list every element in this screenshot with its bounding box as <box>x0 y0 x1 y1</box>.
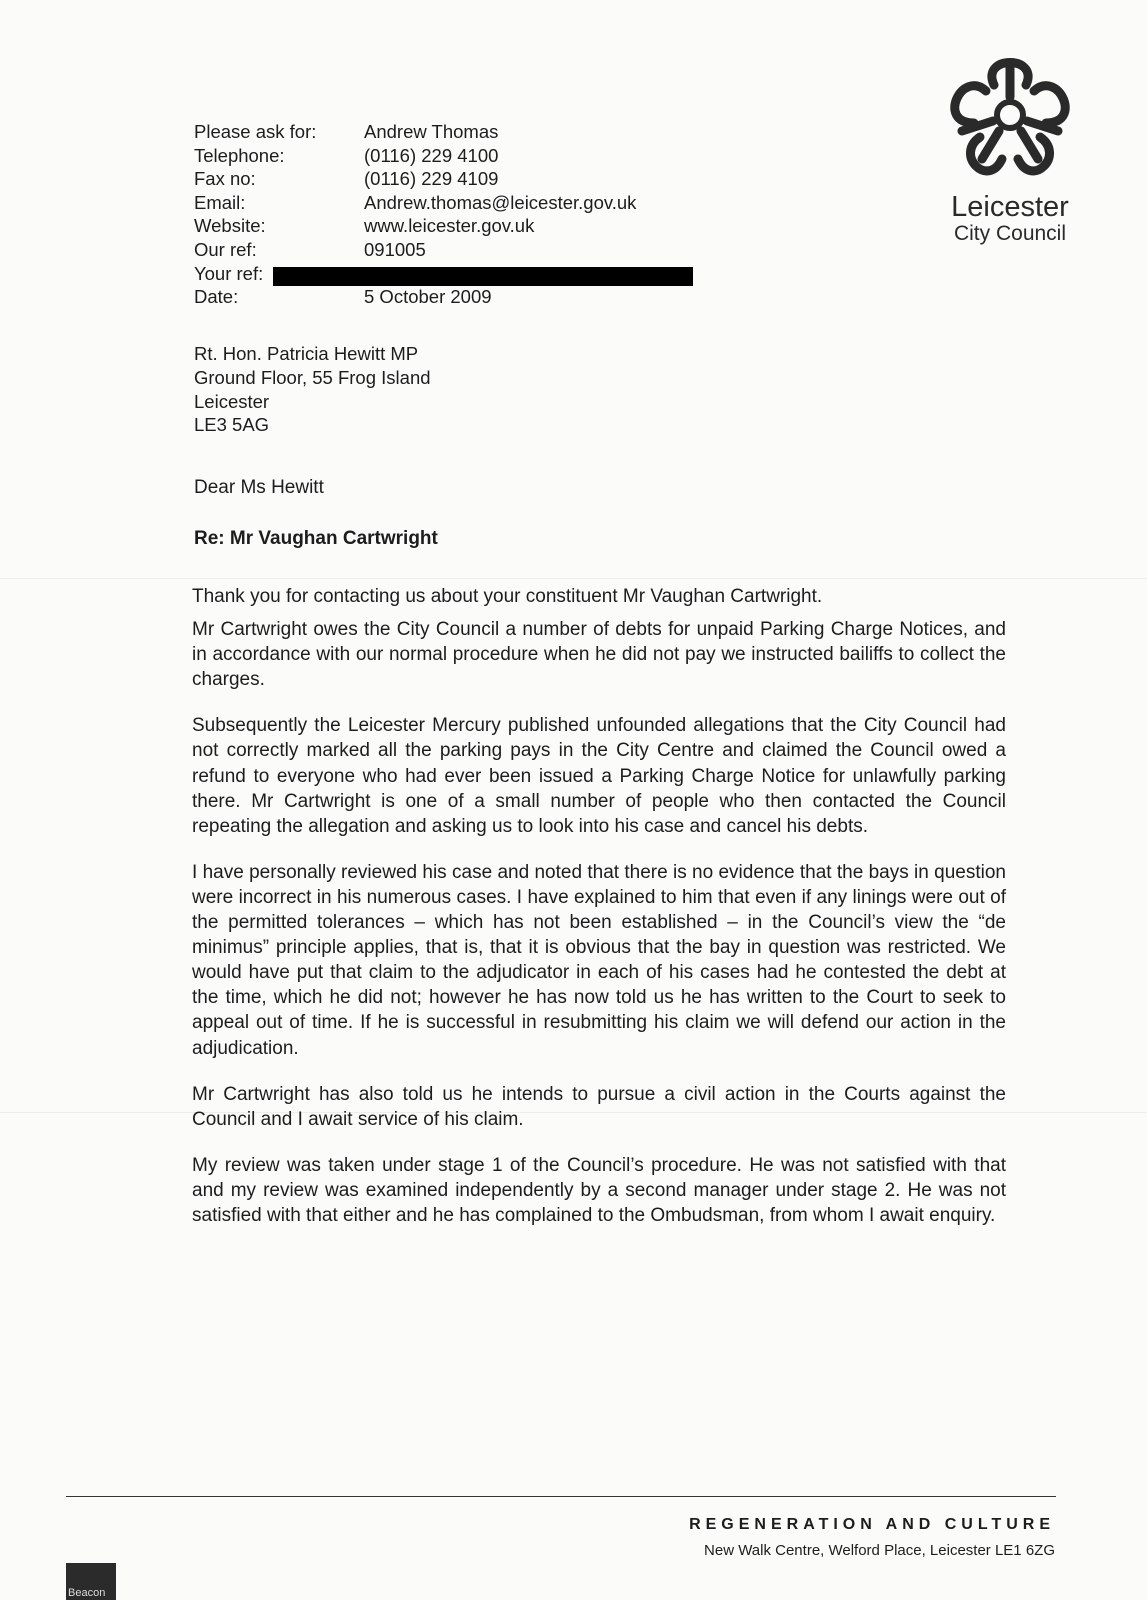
fold-line <box>0 578 1147 579</box>
paragraph: Thank you for contacting us about your constituent Mr Vaughan Cartwright. <box>192 586 823 607</box>
detail-value: www.leicester.gov.uk <box>364 215 535 237</box>
footer-divider <box>66 1496 1056 1497</box>
address-line: Ground Floor, 55 Frog Island <box>194 366 431 388</box>
detail-label: Date: <box>194 286 239 308</box>
paragraph: Mr Cartwright has also told us he intends to pursue a civil action in the Courts against the Council and I await service of his claim. <box>192 1083 1006 1130</box>
beacon-label: Beacon <box>68 1587 106 1599</box>
redaction-bar <box>273 267 693 286</box>
footer-address: New Walk Centre, Welford Place, Leicester LE1 6ZG <box>704 1542 1055 1559</box>
address-line: LE3 5AG <box>194 414 270 436</box>
paragraph: My review was taken under stage 1 of the Council’s procedure. He was not satisfied with that and my review was examined independently by a second manager under stage 2. He was not satisfied with that either and he has complained to the Ombudsman, from whom I await enquiry. <box>192 1154 1006 1226</box>
logo-name: Leicester <box>951 191 1069 223</box>
rose-emblem-icon <box>935 40 1085 190</box>
address-line: Leicester <box>194 390 270 412</box>
detail-value: (0116) 229 4100 <box>364 144 499 166</box>
detail-value: 091005 <box>364 238 426 260</box>
recipient-address <box>194 342 431 437</box>
department-name: REGENERATION AND CULTURE <box>689 1516 1055 1533</box>
detail-label: Email: <box>194 191 246 213</box>
subject-line: Re: Mr Vaughan Cartwright <box>194 528 438 549</box>
paragraph: Subsequently the Leicester Mercury published unfounded allegations that the City Council had not correctly marked all the parking pays in the City Centre and claimed the Council owed a refund to everyone who had ever been issued a Parking Charge Notice for unlawfully parking there. Mr Cartwright is one of a small number of people who then contacted the Council repeating the allegation and asking us to look into his case and cancel his debts. <box>192 715 1006 837</box>
paragraph: I have personally reviewed his case and noted that there is no evidence that the bays in question were incorrect in his numerous cases. I have explained to him that even if any linings were out of the permitted tolerances – which has not been established – in the Council’s view the “de minimus” principle applies, that is, that it is obvious that the bay in question was restricted. We would have put that claim to the adjudicator in each of his cases had he contested the debt at the time, which he did not; however he has now told us he has written to the Court to seek to appeal out of time. If he is successful in resubmitting his claim we will defend our action in the adjudication. <box>192 861 1006 1059</box>
paragraph: Mr Cartwright owes the City Council a number of debts for unpaid Parking Charge Notices, and in accordance with our normal procedure when he did not pay we instructed bailiffs to collect the charges. <box>192 619 1006 691</box>
letter-body <box>192 584 1006 1249</box>
address-line: Rt. Hon. Patricia Hewitt MP <box>194 343 419 364</box>
detail-value: Andrew.thomas@leicester.gov.uk <box>364 191 637 213</box>
detail-label: Website: <box>194 215 266 237</box>
detail-value: (0116) 229 4109 <box>364 168 499 190</box>
detail-label: Telephone: <box>194 144 285 166</box>
detail-value: 5 October 2009 <box>364 286 492 308</box>
logo-subtitle: City Council <box>953 222 1067 245</box>
salutation: Dear Ms Hewitt <box>194 477 324 498</box>
detail-label: Fax no: <box>194 168 256 190</box>
detail-value: Andrew Thomas <box>364 121 499 142</box>
detail-label: Your ref: <box>194 262 264 284</box>
council-logo <box>930 40 1090 260</box>
beacon-logo <box>66 1563 116 1600</box>
detail-label: Please ask for: <box>194 121 317 142</box>
detail-label: Our ref: <box>194 238 257 260</box>
